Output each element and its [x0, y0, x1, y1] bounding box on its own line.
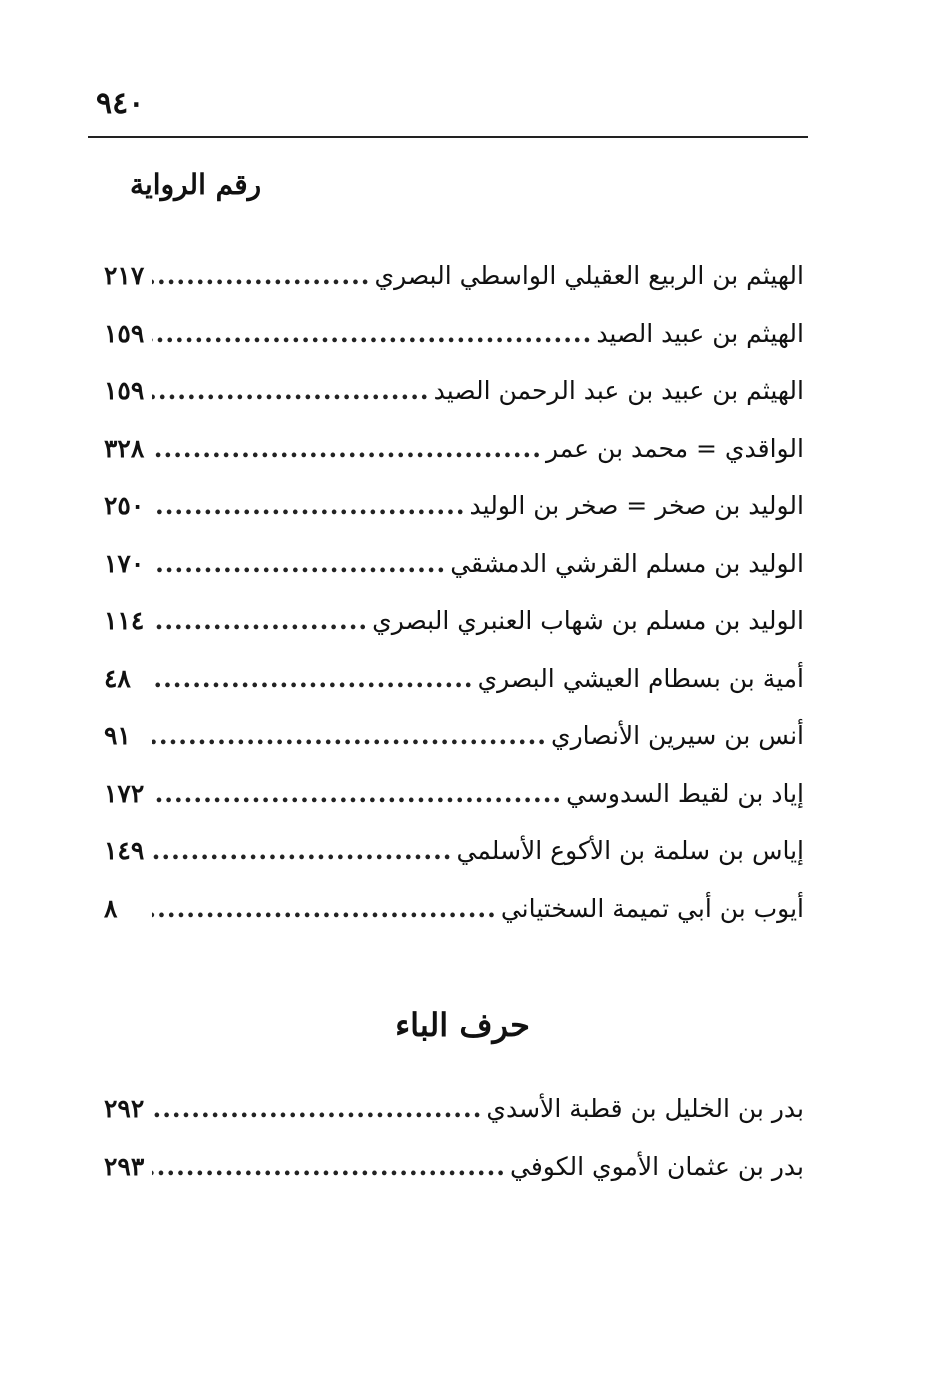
- index-entry: [104, 1138, 804, 1196]
- dot-leader: [152, 880, 497, 938]
- index-entry: [104, 247, 804, 305]
- entry-number: ٢١٧: [104, 261, 145, 290]
- dot-leader: [152, 650, 474, 708]
- index-entry: [104, 822, 804, 880]
- index-entry: [104, 650, 804, 708]
- entry-number: ٩١: [104, 721, 131, 750]
- index-entry: [104, 765, 804, 823]
- entry-name: بدر بن عثمان الأموي الكوفي: [510, 1151, 804, 1181]
- index-entry: [104, 535, 804, 593]
- index-entry: [104, 477, 804, 535]
- dot-leader: [152, 305, 592, 363]
- entry-name: الوليد بن مسلم بن شهاب العنبري البصري: [372, 606, 804, 635]
- entry-number: ٢٩٢: [104, 1094, 145, 1123]
- entry-name: بدر بن الخليل بن قطبة الأسدي: [486, 1094, 804, 1123]
- entry-number: ١٤٩: [104, 836, 145, 865]
- dot-leader: [152, 592, 368, 650]
- index-entry: [104, 420, 804, 478]
- entry-name: إياس بن سلمة بن الأكوع الأسلمي: [456, 836, 804, 865]
- entry-number: ٢٩٣: [104, 1151, 145, 1181]
- index-entry: [104, 305, 804, 363]
- entry-number: ١٧٠: [104, 548, 145, 578]
- dot-leader: [152, 477, 466, 535]
- dot-leader: [152, 822, 453, 880]
- header-rule: [88, 136, 808, 138]
- entry-name: أيوب بن أبي تميمة السختياني: [500, 893, 804, 923]
- dot-leader: [152, 420, 542, 478]
- section-heading: حرف الباء: [395, 1006, 530, 1044]
- entry-number: ١٧٢: [104, 778, 145, 808]
- dot-leader: [152, 1138, 506, 1196]
- entry-name: الهيثم بن الربيع العقيلي الواسطي البصري: [374, 261, 804, 290]
- entry-name: الهيثم بن عبيد بن عبد الرحمن الصيد: [433, 376, 804, 405]
- entry-name: أمية بن بسطام العيشي البصري: [477, 663, 804, 693]
- index-list-alif: [104, 247, 804, 937]
- dot-leader: [152, 765, 562, 823]
- page-number: ٩٤٠: [96, 86, 145, 121]
- column-label: رقم الرواية: [130, 168, 262, 201]
- index-entry: [104, 1080, 804, 1138]
- entry-number: ١١٤: [104, 606, 145, 635]
- entry-name: أنس بن سيرين الأنصاري: [551, 721, 804, 750]
- index-entry: [104, 880, 804, 938]
- index-entry: [104, 592, 804, 650]
- dot-leader: [152, 535, 446, 593]
- index-entry: [104, 362, 804, 420]
- entry-number: ٤٨: [104, 663, 131, 693]
- index-entry: [104, 707, 804, 765]
- dot-leader: [152, 707, 547, 765]
- entry-number: ٢٥٠: [104, 491, 145, 520]
- dot-leader: [152, 247, 371, 305]
- entry-name: إياد بن لقيط السدوسي: [566, 778, 804, 808]
- index-list-ba: [104, 1080, 804, 1195]
- entry-number: ٨: [104, 893, 118, 923]
- entry-name: الوليد بن مسلم القرشي الدمشقي: [450, 548, 804, 578]
- entry-number: ١٥٩: [104, 318, 145, 348]
- dot-leader: [152, 1080, 482, 1138]
- entry-name: الوليد بن صخر = صخر بن الوليد: [469, 491, 804, 520]
- entry-number: ٣٢٨: [104, 433, 145, 463]
- entry-name: الهيثم بن عبيد الصيد: [596, 318, 804, 348]
- dot-leader: [152, 362, 430, 420]
- entry-name: الواقدي = محمد بن عمر: [545, 433, 804, 463]
- entry-number: ١٥٩: [104, 376, 145, 405]
